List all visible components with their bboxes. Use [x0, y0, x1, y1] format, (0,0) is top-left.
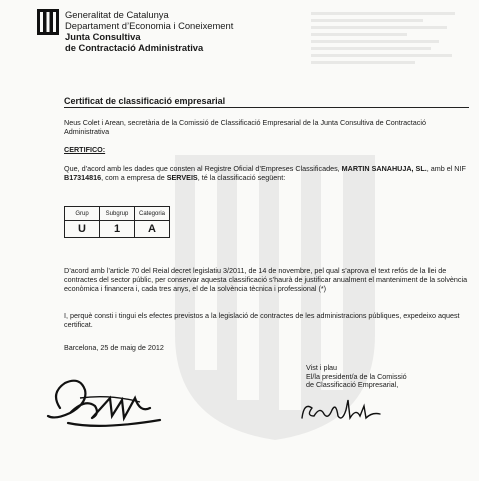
bleed-through-text: [311, 8, 471, 68]
company-name: MARTIN SANAHUJA, SL.: [341, 164, 427, 173]
header-categoria: Categoria: [135, 207, 170, 221]
generalitat-logo: [37, 9, 59, 35]
header-line-3: Junta Consultiva: [65, 31, 141, 42]
header-subgrup: Subgrup: [100, 207, 135, 221]
company-type: SERVEIS: [166, 173, 198, 182]
classification-paragraph: [64, 164, 469, 182]
secretary-signature: [40, 368, 170, 438]
value-grup: U: [65, 221, 100, 238]
article-paragraph: D’acord amb l’article 70 del Reial decret legislatiu 3/2011, de 14 de novembre, pel qual s’aprova el text refós de la llei de contractes del sector públic, per conservar aquesta classificació s’haurà de justificar anualment el manteniment de la solvència econòmica i financera i, cada tres anys, el de la solvència tècnica i professional (*): [64, 266, 468, 293]
certifico-heading: CERTIFICO:: [64, 145, 106, 154]
text-before: Que, d’acord amb les dades que consten al Registre Oficial d’Empreses Classificades,: [64, 164, 342, 173]
president-signature: [298, 396, 384, 426]
header-line-2: Departament d’Economia i Coneixement: [65, 20, 234, 31]
text-mid2: , com a empresa de: [101, 173, 167, 182]
table-value-row: [65, 221, 170, 238]
approval-block: [306, 364, 407, 390]
value-subgrup: 1: [100, 221, 135, 238]
vist-line-3: de Classificació Empresarial,: [306, 380, 399, 389]
header-line-4: de Contractació Administrativa: [65, 42, 204, 53]
vist-line-1: Vist i plau: [306, 363, 338, 372]
table-header-row: [65, 207, 170, 221]
classification-table: [64, 206, 170, 238]
text-after: , té la classificació següent:: [197, 173, 286, 182]
vist-line-2: El/la president/a de la Comissió: [306, 371, 407, 381]
header-line-1: Generalitat de Catalunya: [65, 9, 169, 20]
institution-header: [65, 9, 233, 53]
text-mid1: , amb el NIF: [426, 164, 466, 173]
value-categoria: A: [135, 221, 170, 238]
intro-paragraph: Neus Colet i Arean, secretària de la Comissió de Classificació Empresarial de la Junta Consultiva de Contractació Administrativa: [64, 118, 426, 136]
closing-paragraph: I, perquè consti i tingui els efectes previstos a la legislació de contractes de les administracions públiques, expedeixo aquest certificat.: [64, 311, 460, 329]
header-grup: Grup: [65, 207, 100, 221]
nif-value: B17314816: [64, 173, 102, 182]
date-line: Barcelona, 25 de maig de 2012: [64, 343, 164, 352]
document-title: Certificat de classificació empresarial: [64, 96, 469, 108]
